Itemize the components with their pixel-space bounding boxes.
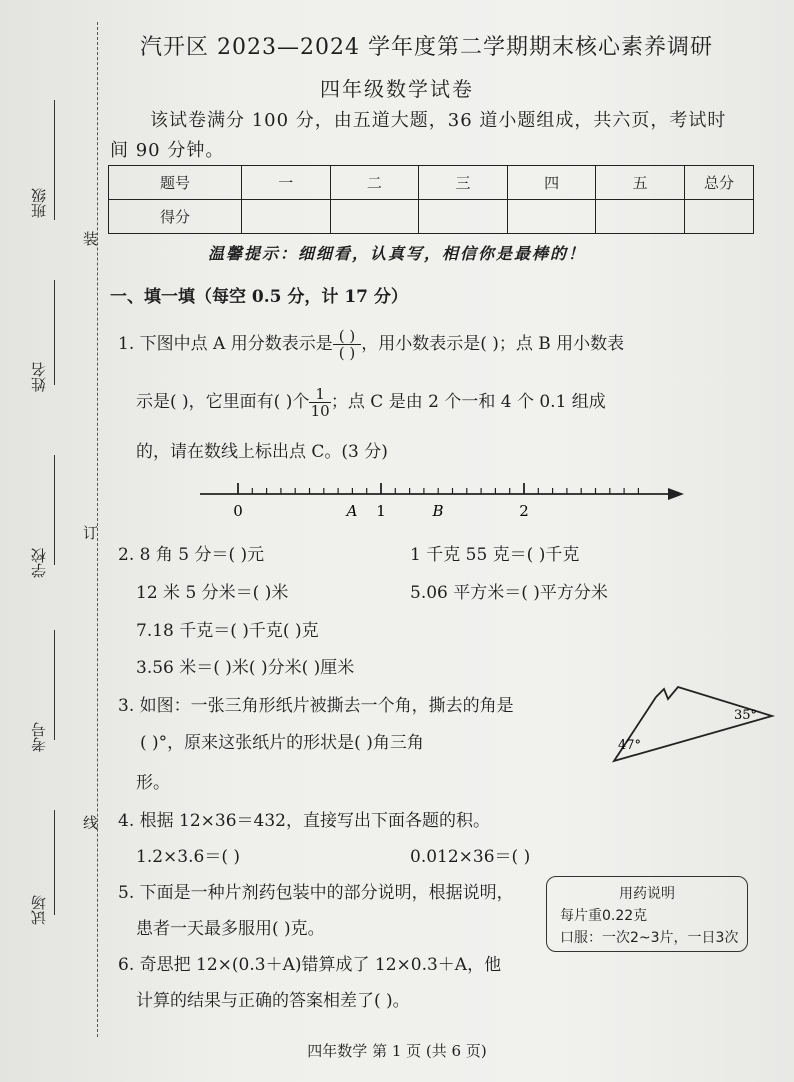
field-school-line[interactable] xyxy=(54,455,55,565)
q3-line1: 3. 如图：一张三角形纸片被撕去一个角，撕去的角是 xyxy=(118,696,514,716)
angle-label-35: 35° xyxy=(734,708,758,723)
q1-fraction-blank[interactable]: $\frac{( )}{( )}$ xyxy=(333,328,361,361)
field-class-line[interactable] xyxy=(54,100,55,220)
q1-text-c: 示是( )，它里面有( )个 xyxy=(136,392,310,412)
q1-line2 xyxy=(136,386,606,419)
q2-c: 12 米 5 分米＝( )米 xyxy=(136,583,289,603)
score-cell[interactable] xyxy=(507,200,596,234)
medicine-box-line1: 每片重0.22克 xyxy=(560,908,648,924)
binding-mark-ding: 订 xyxy=(83,524,99,542)
number-line-label-a: A xyxy=(346,502,358,520)
score-cell[interactable] xyxy=(685,200,754,234)
q2-a: 2. 8 角 5 分＝( )元 xyxy=(118,545,265,565)
field-room-line[interactable] xyxy=(54,810,55,915)
score-header-cell: 总分 xyxy=(685,166,754,200)
score-row-label: 得分 xyxy=(109,200,242,234)
q1-text-d: ；点 C 是由 2 个一和 4 个 0.1 组成 xyxy=(330,392,606,412)
field-class-label: 班级 xyxy=(30,188,48,218)
number-line-label-1: 1 xyxy=(376,502,386,520)
q4-line1: 4. 根据 12×36＝432，直接写出下面各题的积。 xyxy=(118,811,490,831)
q2-b: 1 千克 55 克＝( )千克 xyxy=(410,545,580,565)
exam-title: 汽开区 2023—2024 学年度第二学期期末核心素养调研 xyxy=(140,35,713,60)
torn-triangle-figure xyxy=(608,686,778,766)
number-line-label-2: 2 xyxy=(519,502,529,520)
q1-line3: 的，请在数线上标出点 C。(3 分) xyxy=(136,442,388,462)
q3-line3: 形。 xyxy=(136,773,170,793)
medicine-box-title: 用药说明 xyxy=(619,886,675,902)
warm-tip: 温馨提示：细细看，认真写，相信你是最棒的！ xyxy=(207,244,586,263)
number-line[interactable] xyxy=(190,470,700,530)
page-footer: 四年数学 第 1 页 (共 6 页) xyxy=(307,1042,487,1060)
score-header-cell: 题号 xyxy=(109,166,242,200)
q6-line2: 计算的结果与正确的答案相差了( )。 xyxy=(136,991,410,1011)
q2-f: 3.56 米＝( )米( )分米( )厘米 xyxy=(136,658,355,678)
number-line-arrow xyxy=(668,488,684,500)
field-school-label: 学校 xyxy=(30,548,48,578)
number-line-label-b: B xyxy=(432,502,444,520)
score-table-header-row xyxy=(109,166,754,200)
q1-fraction-one-tenth: $\frac{1}{10}$ xyxy=(310,385,330,420)
q6-line1: 6. 奇思把 12×(0.3＋A)错算成了 12×0.3＋A，他 xyxy=(118,955,502,975)
score-cell[interactable] xyxy=(242,200,331,234)
score-cell[interactable] xyxy=(419,200,508,234)
q4-a: 1.2×3.6＝( ) xyxy=(136,847,240,867)
q1-text-a: 1. 下图中点 A 用分数表示是 xyxy=(118,334,333,354)
score-header-cell: 五 xyxy=(596,166,685,200)
binding-mark-xian: 线 xyxy=(83,814,99,832)
field-name-label: 姓名 xyxy=(30,362,48,392)
q2-e: 7.18 千克＝( )千克( )克 xyxy=(136,621,319,641)
score-table-score-row xyxy=(109,200,754,234)
score-table xyxy=(108,165,754,234)
q5-line2: 患者一天最多服用( )克。 xyxy=(136,919,325,939)
section1-title: 一、填一填（每空 0.5 分，计 17 分） xyxy=(110,287,408,307)
score-cell[interactable] xyxy=(596,200,685,234)
field-name-line[interactable] xyxy=(54,280,55,385)
q2-d: 5.06 平方米＝( )平方分米 xyxy=(410,583,608,603)
score-header-cell: 一 xyxy=(242,166,331,200)
exam-subtitle: 四年级数学试卷 xyxy=(320,77,474,101)
binding-mark-zhuang: 装 xyxy=(83,230,99,248)
q4-b: 0.012×36＝( ) xyxy=(410,847,531,867)
q5-line1: 5. 下面是一种片剂药包装中的部分说明，根据说明， xyxy=(118,883,514,903)
field-examno-label: 考号 xyxy=(30,722,48,752)
number-line-label-0: 0 xyxy=(233,502,243,520)
score-cell[interactable] xyxy=(330,200,419,234)
score-header-cell: 四 xyxy=(507,166,596,200)
q1-line1 xyxy=(118,328,624,361)
q3-line2: ( )°，原来这张纸片的形状是( )角三角 xyxy=(140,733,424,753)
field-room-label: 试场 xyxy=(30,895,48,925)
q1-text-b: ，用小数表示是( )；点 B 用小数表 xyxy=(361,334,625,354)
exam-intro-line2: 间 90 分钟。 xyxy=(110,140,225,161)
field-examno-line[interactable] xyxy=(54,630,55,740)
medicine-box-line2: 口服：一次2~3片，一日3次 xyxy=(560,930,739,946)
medicine-instructions-box xyxy=(546,876,748,952)
angle-label-47: 47° xyxy=(618,738,642,753)
exam-intro-line1: 该试卷满分 100 分，由五道大题，36 道小题组成，共六页，考试时 xyxy=(150,110,727,131)
number-line-ticks xyxy=(238,483,638,494)
score-header-cell: 三 xyxy=(419,166,508,200)
score-header-cell: 二 xyxy=(330,166,419,200)
